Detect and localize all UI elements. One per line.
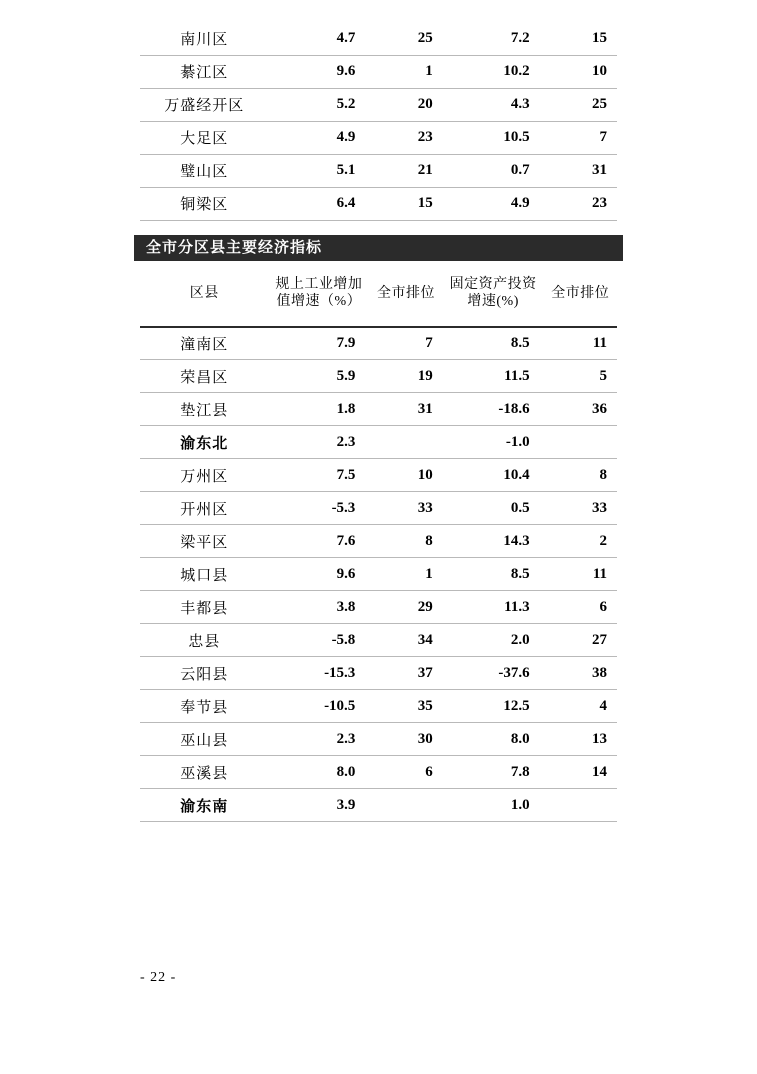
table-row <box>140 492 617 525</box>
cell-industrial-growth: 9.6 <box>336 565 356 582</box>
cell-rank-2: 14 <box>592 763 607 780</box>
cell-investment-growth: -18.6 <box>498 400 530 417</box>
cell-region: 万州区 <box>180 468 229 485</box>
table-row <box>140 690 617 723</box>
cell-rank-2: 27 <box>592 631 607 648</box>
cell-industrial-growth: 7.6 <box>336 532 356 549</box>
cell-rank-2: 2 <box>599 532 607 549</box>
cell-rank-2: 36 <box>592 400 607 417</box>
cell-rank-1 <box>369 789 442 822</box>
cell-region: 奉节县 <box>180 699 229 716</box>
cell-rank-1: 10 <box>417 466 433 483</box>
cell-investment-growth: 4.9 <box>510 195 530 211</box>
cell-rank-1: 29 <box>417 598 433 615</box>
cell-region: 云阳县 <box>180 666 229 683</box>
cell-industrial-growth: 1.8 <box>336 400 356 417</box>
cell-region: 巫溪县 <box>180 765 229 782</box>
cell-industrial-growth: 3.8 <box>336 598 356 615</box>
cell-industrial-growth: -5.3 <box>331 499 356 516</box>
cell-rank-2: 38 <box>592 664 607 681</box>
cell-investment-growth: 10.2 <box>503 63 530 79</box>
header-city-rank-1: 全市排位 <box>377 285 435 301</box>
cell-region: 丰都县 <box>180 600 229 617</box>
cell-industrial-growth: 3.9 <box>336 796 356 813</box>
main-indicators-table <box>140 261 617 823</box>
cell-region: 綦江区 <box>180 65 229 81</box>
section-title-bar: 全市分区县主要经济指标 <box>134 235 623 261</box>
cell-investment-growth: 7.2 <box>510 29 530 46</box>
table-row <box>140 459 617 492</box>
table-row <box>140 187 617 220</box>
cell-investment-growth: 1.0 <box>510 796 530 813</box>
cell-rank-2: 25 <box>592 96 607 112</box>
table-row <box>140 426 617 459</box>
table-row <box>140 55 617 88</box>
table-row <box>140 558 617 591</box>
cell-industrial-growth: -10.5 <box>324 697 356 714</box>
cell-industrial-growth: 6.4 <box>336 195 356 211</box>
cell-industrial-growth: 5.1 <box>336 162 356 178</box>
cell-rank-2: 6 <box>599 598 607 615</box>
top-spacer <box>140 0 617 22</box>
cell-region: 忠县 <box>188 633 221 650</box>
table-header-row <box>140 261 617 327</box>
cell-rank-1: 33 <box>417 499 433 516</box>
cell-rank-1: 19 <box>417 367 433 384</box>
cell-rank-2: 8 <box>599 466 607 483</box>
cell-region: 南川区 <box>180 31 229 48</box>
cell-industrial-growth: -15.3 <box>324 664 356 681</box>
cell-region: 巫山县 <box>180 732 229 749</box>
cell-rank-1: 31 <box>417 400 433 417</box>
cell-region: 璧山区 <box>180 164 229 180</box>
cell-rank-2: 11 <box>592 565 607 582</box>
cell-industrial-growth: 2.3 <box>336 433 356 450</box>
cell-region: 大足区 <box>180 131 229 147</box>
cell-region: 开州区 <box>180 501 229 518</box>
cell-industrial-growth: 5.9 <box>336 367 356 384</box>
cell-rank-1: 20 <box>417 96 433 112</box>
cell-investment-growth: 10.4 <box>503 466 530 483</box>
table-row <box>140 22 617 55</box>
table-row <box>140 360 617 393</box>
main-table-body <box>140 327 617 822</box>
cell-rank-2: 15 <box>592 29 607 46</box>
table-row <box>140 525 617 558</box>
top-table-body <box>140 22 617 220</box>
cell-rank-2: 5 <box>599 367 607 384</box>
header-industrial-growth: 规上工业增加值增速（%） <box>275 277 363 309</box>
cell-industrial-growth: 5.2 <box>336 96 356 112</box>
header-city-rank-2: 全市排位 <box>551 285 610 301</box>
cell-rank-1: 30 <box>417 730 433 747</box>
cell-rank-2: 4 <box>599 697 607 714</box>
cell-rank-2: 11 <box>592 334 607 351</box>
cell-rank-1: 7 <box>425 334 433 351</box>
cell-industrial-growth: 2.3 <box>336 730 356 747</box>
cell-industrial-growth: 9.6 <box>336 63 356 79</box>
cell-investment-growth: 0.5 <box>510 499 530 516</box>
cell-rank-2: 13 <box>592 730 607 747</box>
table-row <box>140 393 617 426</box>
cell-rank-1 <box>369 426 442 459</box>
table-row <box>140 327 617 360</box>
cell-rank-2: 33 <box>592 499 607 516</box>
cell-rank-2 <box>544 426 617 459</box>
cell-rank-1: 1 <box>425 565 433 582</box>
cell-investment-growth: 4.3 <box>510 96 530 112</box>
cell-region: 铜梁区 <box>180 197 229 213</box>
cell-region: 万盛经开区 <box>164 98 245 114</box>
cell-industrial-growth: 8.0 <box>336 763 356 780</box>
cell-investment-growth: 11.3 <box>504 598 530 615</box>
cell-rank-1: 6 <box>425 763 433 780</box>
cell-investment-growth: 8.0 <box>510 730 530 747</box>
cell-rank-2: 23 <box>592 195 607 211</box>
cell-investment-growth: 7.8 <box>510 763 530 780</box>
cell-investment-growth: 14.3 <box>503 532 530 549</box>
cell-investment-growth: 12.5 <box>503 697 530 714</box>
page-number: - 22 - <box>140 970 177 985</box>
table-row <box>140 789 617 822</box>
cell-rank-1: 35 <box>417 697 433 714</box>
cell-rank-1: 23 <box>417 129 433 145</box>
cell-region: 城口县 <box>180 567 229 584</box>
cell-rank-2: 10 <box>592 63 607 79</box>
table-row <box>140 624 617 657</box>
cell-region: 梁平区 <box>180 534 229 551</box>
table-row <box>140 591 617 624</box>
header-region: 区县 <box>189 285 219 301</box>
cell-investment-growth: 11.5 <box>504 367 530 384</box>
cell-industrial-growth: -5.8 <box>331 631 356 648</box>
cell-industrial-growth: 7.5 <box>336 466 356 483</box>
cell-investment-growth: 0.7 <box>510 162 530 178</box>
cell-rank-1: 15 <box>417 195 433 211</box>
table-row <box>140 756 617 789</box>
cell-industrial-growth: 4.9 <box>336 129 356 145</box>
cell-rank-1: 34 <box>417 631 433 648</box>
cell-region: 潼南区 <box>180 336 229 353</box>
cell-region: 垫江县 <box>180 402 229 419</box>
top-continued-table <box>140 22 617 221</box>
cell-investment-growth: -37.6 <box>498 664 530 681</box>
table-row <box>140 154 617 187</box>
cell-rank-1: 21 <box>417 162 433 178</box>
cell-rank-2: 31 <box>592 162 607 178</box>
cell-industrial-growth: 4.7 <box>336 29 356 46</box>
cell-region: 荣昌区 <box>180 369 229 386</box>
table-row <box>140 121 617 154</box>
cell-rank-2 <box>544 789 617 822</box>
cell-rank-1: 37 <box>417 664 433 681</box>
cell-region: 渝东南 <box>180 798 229 815</box>
cell-investment-growth: -1.0 <box>505 433 530 450</box>
cell-rank-2: 7 <box>599 129 607 145</box>
cell-investment-growth: 8.5 <box>510 334 530 351</box>
table-row <box>140 723 617 756</box>
cell-investment-growth: 2.0 <box>510 631 530 648</box>
header-investment-growth: 固定资产投资增速(%) <box>449 277 537 309</box>
table-row <box>140 88 617 121</box>
cell-investment-growth: 10.5 <box>503 129 530 145</box>
cell-industrial-growth: 7.9 <box>336 334 356 351</box>
cell-rank-1: 1 <box>425 63 433 79</box>
cell-rank-1: 25 <box>417 29 433 46</box>
cell-rank-1: 8 <box>425 532 433 549</box>
table-row <box>140 657 617 690</box>
cell-investment-growth: 8.5 <box>510 565 530 582</box>
cell-region: 渝东北 <box>180 435 229 452</box>
